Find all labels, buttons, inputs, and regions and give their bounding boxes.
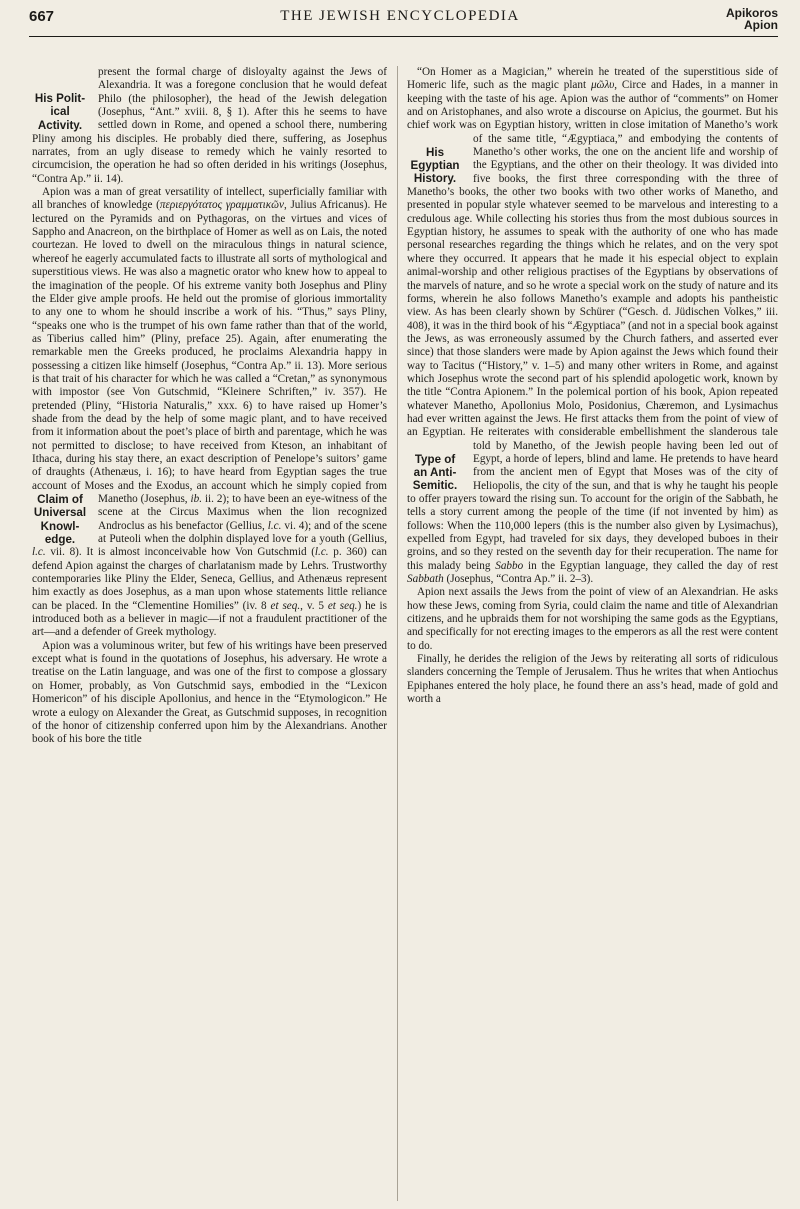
- sidenote-line: Semitic.: [412, 479, 458, 493]
- paragraph: [32, 186, 387, 640]
- text-run: Jewish people having been led out of Egypt, a horde of lepers, blind and lame. He pretends to have heard from the ancient men of Egypt that Moses was of the city of Heliopolis, the city of the sun, and that is why he taught his people to offer prayers toward the rising sun. To account for the origin of the Sabbath, he tells a story current among the people of the time (if not invented by him) as follows: When the 110,000 lepers (this is the number also given by Lysimachus), expelled from Egypt, had traveled for six days, they developed buboes in their groins, and so they rested on the seventh day for their recuperation. The name for this malady being: [407, 439, 778, 572]
- text-run: and embodying the contents of Manetho’s other works, the one on the ancient life and worship of the Egyptians, and the other on their theology. It was divided into five books, the first three corresponding with the three of Manetho’s books, the other two books with two other works of Manetho, and presented in popular style whatever seemed to be marvelous and interesting to a credulous age. While collecting his stories thus from the most dubious sources in Egyptian history, he assumes to speak with the authority of one who has made personal researches regarding the things which he relates, and on the very spot where they occurred. It appears that he made it his especial object to explain animal-worship and other religious practises of the Egyptians by observations of the marvels of nature, and so he wrote a special work on the study of nature and its forms, wherein he also follows Manetho’s example and adopts his pantheistic view. As has been clearly shown by Schürer (“Gesch. d. Jüdischen Volkes,” iii. 408), it was in the third book of his “Ægyptiaca” (and not in a special book against the Jews, as was erroneously assumed by the Church fathers, and asserted ever since) that those slanders were made by Apion against the Jews which found their way to Tacitus (“History,” v. 1–5) and many other writers in Rome, and against which Josephus wrote the second part of his splendid apologetic work, known by the title “Contra Apionem.” In the polemical portion of his book, Apion repeated whatever Manetho, Apollonius Molo, Posidonius, Chæremon, and Lysimachus had ever written against the Jews. He first attacks them from the point of view of an Egyptian. He reiterates with considerable embellishment the slanderous tale told by Manetho, of the: [407, 132, 778, 452]
- text-run: present the formal charge of disloyalty against the Jews of Alexandria. It was a foregone conclusion that he would defeat Philo (the philosopher), the head of the Jewish delegation (Josephus, “Ant.” xviii. 8, § 1). After this he seems to have settled down in Rome, and opened a school there, numbering Pliny among his disciples. He probably died there, suffering, as Josephus narrates, from an ugly disease to remedy which he vainly resorted to circumcision, the operation he had so often derided in his writings (Josephus, “Contra Ap.” ii. 14).: [32, 66, 387, 185]
- text-run: , Julius Africanus). He lectured on the Pyramids and on Pythagoras, on the virtues and vices of Sappho and Anacreon, on the birthplace of Homer as well as on Lais, the noted courtezan. He loved to dwell on the miraculous things in natural science, whereof he eagerly accumulated facts to illustrate all sorts of mythological and superstitious views. He was also a magnetic orator who knew how to appeal to the imagination of the people. Of his extreme vanity both Josephus and Pliny the Elder give ample proofs. He held out the promise of glorious immortality to any one to whom he should inscribe a work of his. “Thus,” says Pliny, “speaks one who is the trumpet of his own fame rather than that of the world, as Tiberius called him” (Pliny, preface 25). Again, after enumerating the remarkable men the Greeks produced, he proclaims Alexandria happy in possessing a citizen like himself (Josephus, “Contra Ap.” ii. 13). More serious is that trait of his character for which he was called a “Cretan,” as synonymous with impostor (see Von Gutschmid, “Kleinere Schriften,” iv. 357). He pretended (Pliny, “Historia Naturalis,” xxx. 6) to have raised up Homer’s shade from the dead by the help of some magic plant, and to have received from it information about the poet’s place of birth and parentage, which he was not permitted to disclose; to have received from Kteson, an inhabitant of Ithaca, during his stay there, an exact description of Penelope’s suitors’ game of draughts (Athenæus, i. 16); to have heard from Egyptian sages the true account of Moses and the Exodus, an account which he simply copied from Manetho (Josephus,: [32, 199, 387, 505]
- sidenote-line: History.: [413, 172, 457, 186]
- paragraph: Apion was a voluminous writer, but few of his writings have been preserved except what is found in the quotations of Josephus, his adversary. He wrote a treatise on the Latin language, and was one of the first to compose a glossary on Homer, probably, as Von Gutschmid says, embodied in the “Lexicon Homericon” of his disciple Apollonius, and hence in the “Etymologicon.” He wrote a eulogy on Alexander the Great, as Gutschmid supposes, in recognition of the honor of citizenship conferred upon him by the Alexandrians. Another book of his bore the title: [32, 639, 387, 746]
- greek-phrase: περιεργότατος γραμματικῶν: [159, 199, 284, 212]
- sidenote-line: Universal: [33, 506, 87, 520]
- catchwords: [726, 7, 778, 31]
- italic-ref: l.c.: [32, 546, 46, 559]
- text-run: vi. 4); and of the scene at Puteoli when the dolphin displayed love for a youth (Gellius,: [98, 519, 387, 546]
- sidenote-line: Type of: [414, 452, 456, 466]
- text-run: Apion was a man of great versatility of intellect, superficially familiar with all branches of knowledge (: [32, 186, 387, 212]
- sidenote-political-activity: [32, 92, 92, 132]
- italic-ref: et seq.: [270, 599, 301, 612]
- italic-ref: l.c.: [267, 519, 282, 532]
- italic-ref: l.c.: [314, 546, 329, 559]
- running-title: THE JEWISH ENCYCLOPEDIA: [280, 8, 520, 24]
- greek-word: μῶλυ: [590, 79, 615, 92]
- sidenote-line: Activity.: [37, 118, 83, 132]
- sidenote-anti-semitic-type: [407, 453, 467, 493]
- sidenote-line: an Anti-: [413, 465, 457, 479]
- page-number: 667: [29, 8, 55, 25]
- sidenote-line: edge.: [44, 533, 76, 547]
- left-column: [32, 66, 387, 1201]
- sidenote-universal-knowledge: [32, 493, 92, 546]
- sidenote-line: His: [425, 145, 445, 159]
- sidenote-line: Claim of: [37, 493, 83, 506]
- sidenote-line: Knowl-: [40, 519, 80, 533]
- text-run: (Josephus, “Contra Ap.” ii. 2–3).: [443, 573, 594, 586]
- text-run: “On Homer as a Magician,” wherein he treated of the superstitious side of Homeric life, such as the magic plant: [407, 66, 778, 92]
- paragraph: [407, 66, 778, 586]
- text-run: ii. 2); to have been an eye-witness of the scene at the Circus Maximus when the lion recognized Androclus as his benefactor (Gellius,: [98, 493, 387, 532]
- catchword-first: Apikoros: [725, 6, 778, 20]
- sidenote-egyptian-history: [407, 146, 467, 186]
- text-run: in the Egyptian language, they called the day of rest: [523, 559, 778, 572]
- paragraph: Apion next assails the Jews from the point of view of an Alexandrian. He asks how these Jews, coming from Syria, could claim the name and title of Alexandrian citizens, and he upbraids them for not worshiping the same gods as the Egyptians, and specifically for not erecting images to the emperors as all the rest were content to do.: [407, 586, 778, 652]
- header-rule: [29, 36, 778, 37]
- text-run: ) he is introduced both as a believer in magic—if not a fraudulent practitioner of the art—and a defender of Greek mythology.: [32, 599, 387, 639]
- text-run: vii. 8). It is almost inconceivable how Von Gutschmid (: [45, 546, 315, 559]
- sidenote-line: Egyptian: [410, 159, 460, 173]
- paragraph: Finally, he derides the religion of the Jews by reiterating all sorts of ridiculous slanders concerning the Temple of Jerusalem. Thus he writes that when Antiochus Epiphanes entered the holy place, he found there an ass’s head, made of gold and worth a: [407, 653, 778, 706]
- italic-ref: ib.: [190, 493, 203, 505]
- text-run: p. 360) can defend Apion against the charges of charlatanism made by Lehrs. Trustworthy contemporaries like Pliny the Elder, Seneca, Gellius, and Athenæus represent him exactly as does Josephus, as a man upon whose statements little reliance can be placed. In the “Clementine Homilies” (iv. 8: [32, 546, 387, 612]
- text-run: , Circe and Hades, in a manner in keeping with the taste of his age. Apion was the author of “comments” on Homer and on Aristophanes, and also wrote a discourse on Apicius, the gourmet. But his chief work was on Egyptian history, written in close imitation of Manetho’s work of the same title, “Ægyptiaca,”: [407, 79, 778, 145]
- italic-word: Sabbath: [407, 573, 444, 586]
- italic-word: Sabbo: [495, 559, 524, 572]
- italic-ref: et seq.: [327, 599, 358, 612]
- right-column: [407, 66, 778, 1201]
- column-divider: [397, 66, 398, 1201]
- sidenote-line: His Polit-: [34, 92, 86, 105]
- text-run: , v. 5: [300, 599, 328, 612]
- sidenote-line: ical: [50, 105, 70, 119]
- page-header: [0, 0, 800, 36]
- paragraph: [32, 66, 387, 186]
- catchword-last: Apion: [744, 18, 778, 32]
